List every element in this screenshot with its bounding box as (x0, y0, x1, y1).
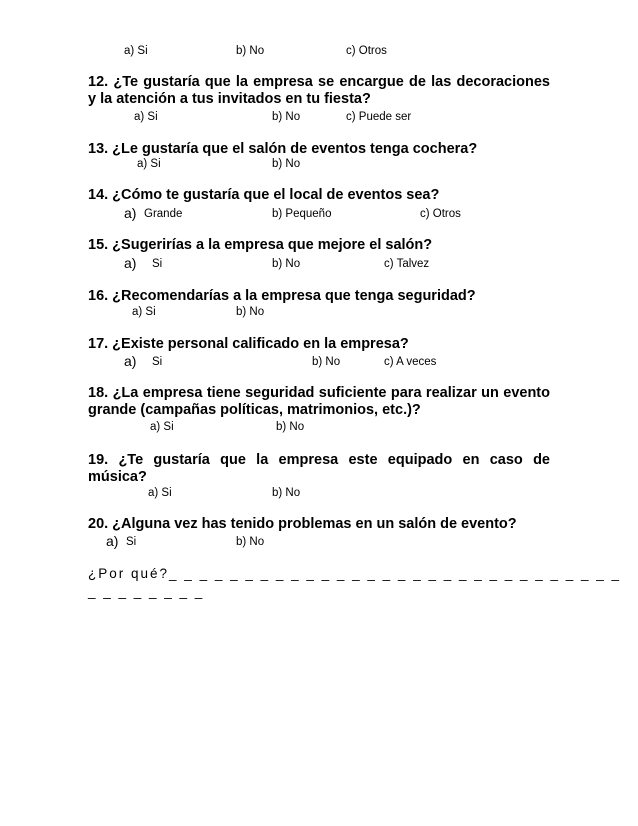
porque-label: ¿Por qué? (88, 566, 170, 581)
q15-option-a: Si (152, 258, 163, 270)
q15-option-b: b) No (272, 258, 301, 270)
q20-option-b: b) No (236, 536, 265, 548)
question-15: 15. ¿Sugerirías a la empresa que mejore el salón? (88, 237, 433, 253)
q15-option-c: c) Talvez (384, 258, 430, 270)
question-14: 14. ¿Cómo te gustaría que el local de eventos sea? (88, 187, 440, 203)
q17-option-c: c) A veces (384, 356, 437, 368)
porque-blank-2[interactable]: _ _ _ _ _ _ _ _ (88, 584, 205, 599)
q18-option-a: a) Si (150, 421, 174, 433)
q17-option-a-letter: a) (124, 353, 137, 369)
question-17: 17. ¿Existe personal calificado en la empresa? (88, 336, 409, 352)
q17-option-a: Si (152, 356, 163, 368)
q20-option-a-letter: a) (106, 533, 119, 549)
question-16: 16. ¿Recomendarías a la empresa que tenga seguridad? (88, 288, 476, 304)
top-option-b: b) No (236, 45, 265, 57)
top-option-a: a) Si (124, 45, 148, 57)
q13-option-b: b) No (272, 158, 301, 170)
q12-option-a: a) Si (134, 111, 158, 123)
q12-option-b: b) No (272, 111, 301, 123)
porque-blank-1[interactable]: _ _ _ _ _ _ _ _ _ _ _ _ _ _ _ _ _ _ _ _ _ _ _ _ _ _ _ _ _ _ (169, 566, 622, 581)
q12-option-c: c) Puede ser (346, 111, 412, 123)
q15-option-a-letter: a) (124, 255, 137, 271)
porque-line-1[interactable] (88, 566, 621, 581)
question-13: 13. ¿Le gustaría que el salón de eventos tenga cochera? (88, 141, 478, 157)
question-18: 18. ¿La empresa tiene seguridad suficiente para realizar un evento grande (campañas políticas, matrimonios, etc.)? (88, 385, 550, 418)
q14-option-c: c) Otros (420, 208, 461, 220)
question-19: 19. ¿Te gustaría que la empresa este equipado en caso de música? (88, 452, 550, 485)
question-20: 20. ¿Alguna vez has tenido problemas en un salón de evento? (88, 516, 517, 532)
q16-option-b: b) No (236, 306, 265, 318)
q19-option-b: b) No (272, 487, 301, 499)
q17-option-b: b) No (312, 356, 341, 368)
top-option-c: c) Otros (346, 45, 387, 57)
q14-option-a: Grande (144, 208, 183, 220)
q18-option-b: b) No (276, 421, 305, 433)
q14-option-a-letter: a) (124, 205, 137, 221)
q16-option-a: a) Si (132, 306, 156, 318)
question-12: 12. ¿Te gustaría que la empresa se encargue de las decoraciones y la atención a tus invitados en tu fiesta? (88, 74, 550, 107)
q19-option-a: a) Si (148, 487, 172, 499)
q20-option-a: Si (126, 536, 137, 548)
q14-option-b: b) Pequeño (272, 208, 332, 220)
q13-option-a: a) Si (137, 158, 161, 170)
